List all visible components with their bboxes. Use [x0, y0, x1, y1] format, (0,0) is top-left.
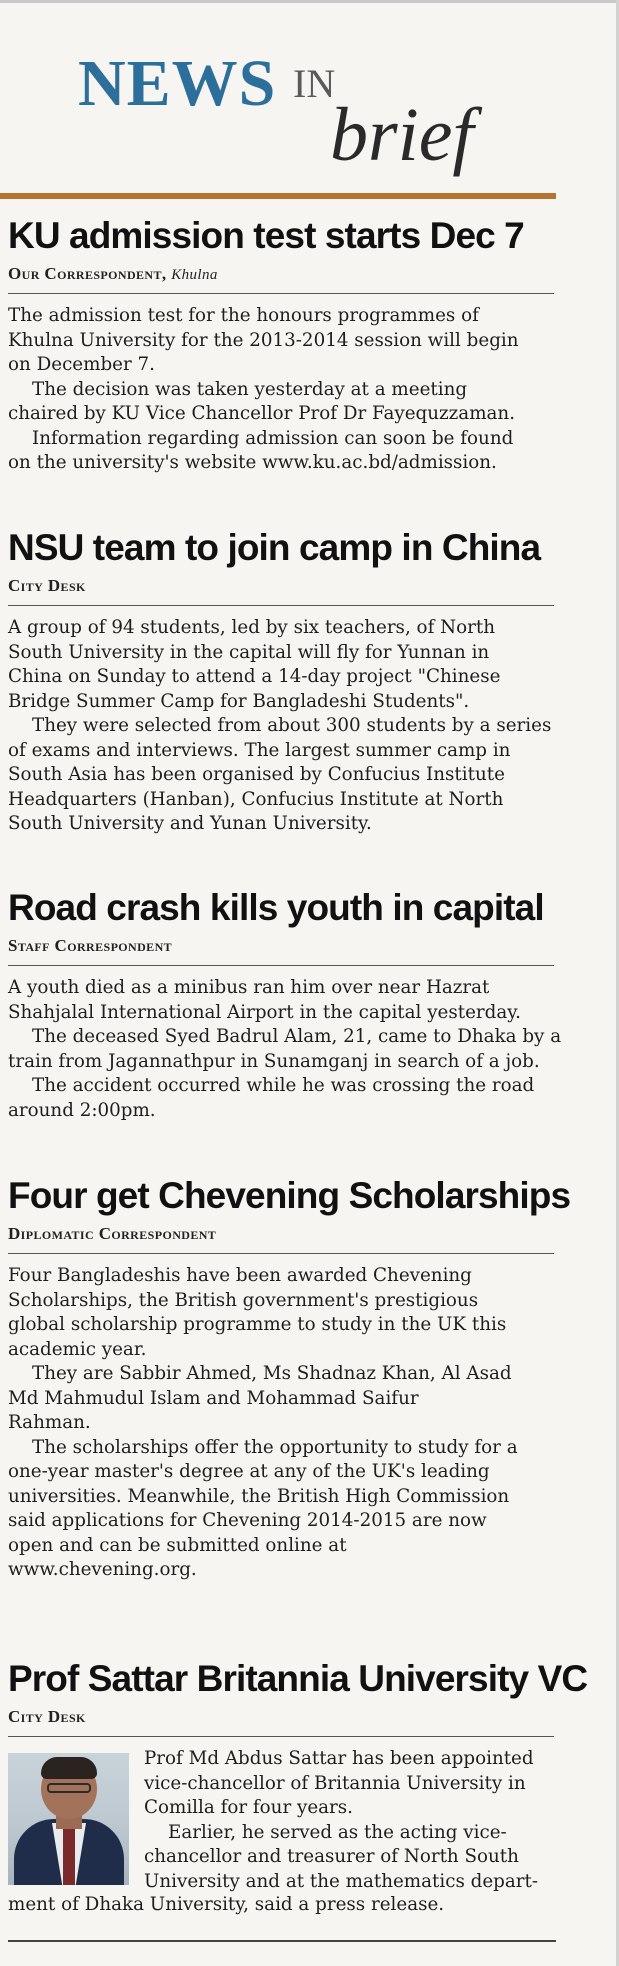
byline: [8, 936, 554, 966]
photo-hair: [41, 1757, 97, 1779]
body-line: Scholarships, the British government's prestigious: [8, 1289, 479, 1311]
headline: KU admission test starts Dec 7: [8, 215, 524, 256]
body-line: Headquarters (Hanban), Confucius Institute at North: [8, 788, 504, 810]
body-line: chancellor and treasurer of North South: [144, 1846, 519, 1867]
body-line: The admission test for the honours programmes of: [8, 305, 479, 326]
body-line: South University and Yunan University.: [8, 813, 372, 834]
body-line: chaired by KU Vice Chancellor Prof Dr Fayequzzaman.: [8, 403, 516, 424]
body-line: Four Bangladeshis have been awarded Chevening: [8, 1265, 472, 1286]
byline: [8, 264, 554, 294]
body-line: The accident occurred while he was crossing the road: [32, 1075, 535, 1096]
story-text-beside-photo: [144, 1747, 538, 1894]
story-body: [8, 1264, 572, 1583]
byline-text: Diplomatic Correspondent: [8, 1224, 217, 1243]
body-line: www.chevening.org.: [8, 1559, 197, 1580]
body-line: Bridge Summer Camp for Bangladeshi Students".: [8, 690, 470, 712]
body-line: Rahman.: [8, 1412, 91, 1433]
masthead-rule: [0, 193, 556, 199]
body-line: South Asia has been organised by Confucius Institute: [8, 764, 505, 785]
byline: [8, 1224, 554, 1254]
story-ku-admission: [8, 214, 572, 476]
headline: Four get Chevening Scholarships: [8, 1175, 571, 1216]
body-line: ment of Dhaka University, said a press release.: [8, 1894, 445, 1915]
body-line: The scholarships offer the opportunity to study for a: [32, 1436, 518, 1458]
body-line: one-year master's degree at any of the UK's leading: [8, 1461, 490, 1482]
story-body: [8, 304, 572, 476]
story-nsu-camp: [8, 526, 572, 837]
photo-glasses: [47, 1783, 91, 1793]
photo-tie: [63, 1829, 75, 1885]
body-line: Prof Md Abdus Sattar has been appointed: [144, 1748, 534, 1769]
byline-text: City Desk: [8, 576, 86, 595]
body-line: South University in the capital will fly for Yunnan in: [8, 641, 490, 663]
body-line: The deceased Syed Badrul Alam, 21, came to Dhaka by a: [32, 1026, 562, 1047]
masthead-brief: brief: [330, 93, 474, 177]
byline-text: City Desk: [8, 1707, 86, 1726]
body-line: The decision was taken yesterday at a meeting: [32, 378, 468, 400]
story-road-crash: [8, 886, 572, 1123]
body-line: They were selected from about 300 students by a series: [32, 715, 552, 736]
story-chevening: [8, 1174, 572, 1583]
body-line: vice-chancellor of Britannia University in: [144, 1772, 526, 1794]
body-line: open and can be submitted online at: [8, 1534, 347, 1556]
body-line: They are Sabbir Ahmed, Ms Shadnaz Khan, Al Asad: [32, 1363, 512, 1384]
byline-text: Our Correspondent,: [8, 264, 167, 283]
body-line: on December 7.: [8, 354, 155, 375]
body-line: universities. Meanwhile, the British High Commission: [8, 1485, 510, 1507]
body-line: train from Jagannathpur in Sunamganj in search of a job.: [8, 1050, 540, 1072]
body-line: China on Sunday to attend a 14-day project "Chinese: [8, 666, 501, 687]
body-line: Md Mahmudul Islam and Mohammad Saifur: [8, 1387, 419, 1409]
body-line: A group of 94 students, led by six teachers, of North: [8, 617, 496, 638]
body-line: academic year.: [8, 1338, 147, 1360]
body-line: Information regarding admission can soon be found: [32, 427, 514, 449]
masthead-in: IN: [293, 61, 336, 106]
byline-place: Khulna: [171, 267, 218, 283]
body-line: around 2:00pm.: [8, 1099, 156, 1121]
byline: [8, 1707, 554, 1737]
byline-text: Staff Correspondent: [8, 936, 173, 955]
story-body: [8, 616, 572, 837]
body-line: Comilla for four years.: [144, 1797, 353, 1818]
masthead: [8, 0, 609, 190]
body-line: on the university's website www.ku.ac.bd/admission.: [8, 452, 497, 473]
body-line: of exams and interviews. The largest summer camp in: [8, 739, 511, 761]
byline: [8, 576, 554, 606]
headline: Road crash kills youth in capital: [8, 887, 544, 928]
headline: NSU team to join camp in China: [8, 527, 541, 568]
body-line: A youth died as a minibus ran him over near Hazrat: [8, 977, 490, 998]
end-rule: [8, 1940, 556, 1942]
body-line: Khulna University for the 2013-2014 session will begin: [8, 329, 519, 351]
body-line: said applications for Chevening 2014-2015 are now: [8, 1510, 487, 1531]
story-prof-sattar: [8, 1657, 588, 1947]
headline: Prof Sattar Britannia University VC: [8, 1658, 588, 1699]
masthead-news: NEWS: [78, 47, 277, 120]
body-line: Earlier, he served as the acting vice-: [168, 1821, 507, 1843]
story-body: [8, 976, 572, 1123]
body-line: Shahjalal International Airport in the capital yesterday.: [8, 1001, 521, 1023]
body-line: University and at the mathematics depart-: [144, 1870, 539, 1892]
portrait-photo: [8, 1753, 129, 1885]
story-body: [8, 1747, 572, 1947]
body-line: global scholarship programme to study in the UK this: [8, 1314, 507, 1335]
